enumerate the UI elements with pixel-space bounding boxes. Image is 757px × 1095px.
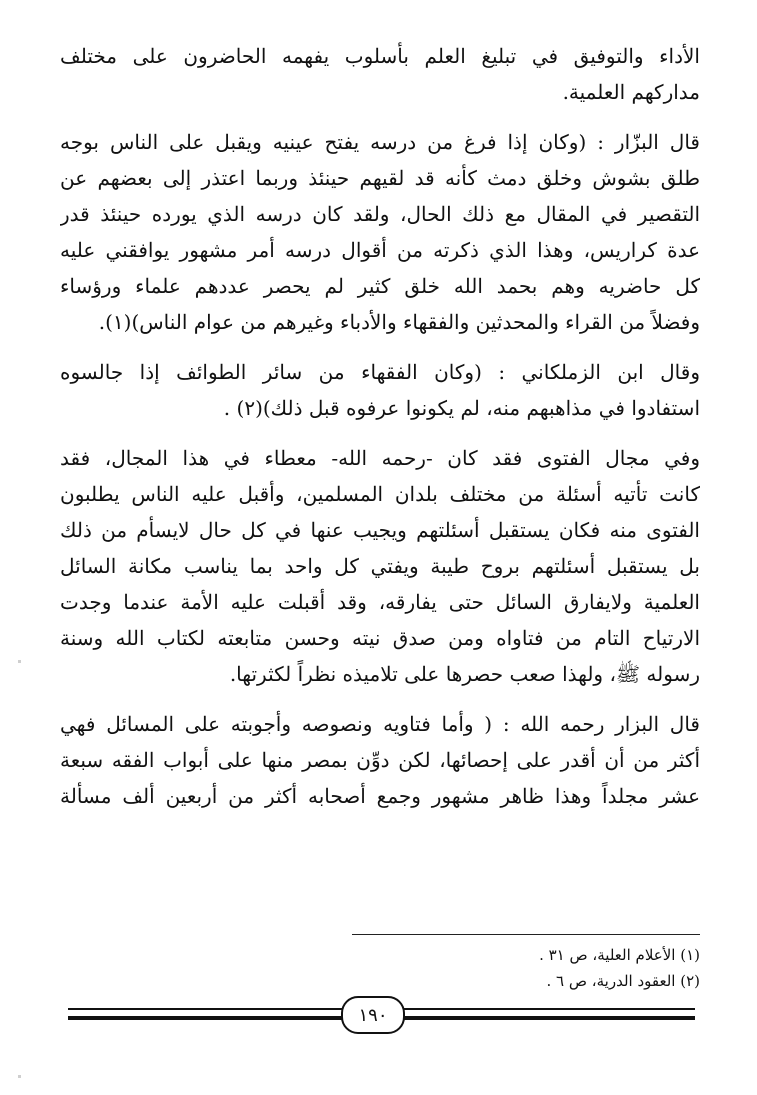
- text-line: وقال ابن الزملكاني : (وكان الفقهاء من سائر الطوائف إذا جالسوه: [60, 360, 700, 384]
- text-line: طلق بشوش وخلق دمث كأنه قد لقيهم حينئذ وربما اعتذر إلى بعضهم عن: [60, 166, 700, 190]
- footnotes: [352, 942, 700, 994]
- footer-rule-right: [400, 1008, 695, 1010]
- text-line: أكثر من أن أقدر على إحصائها، لكن دوِّن بمصر منها على أبواب الفقه سبعة: [60, 748, 700, 772]
- text-line: عدة كراريس، وهذا الذي ذكرته من أقوال درسه أمر مشهور يوافقني عليه: [60, 238, 700, 262]
- text-line: مداركهم العلمية.: [562, 80, 700, 104]
- text-line: الفتوى منه فكان يستقبل أسئلتهم ويجيب عنها في كل حال لايسأم من ذلك: [60, 518, 700, 542]
- page-body: [60, 38, 700, 828]
- page-number: ١٩٠: [358, 1004, 388, 1026]
- text-line: وفضلاً من القراء والمحدثين والفقهاء والأدباء وغيرهم من عوام الناس)(١).: [98, 310, 700, 334]
- paragraph-4: [60, 440, 700, 692]
- footer-rule-left: [68, 1008, 343, 1010]
- text-line: كانت تأتيه أسئلة من مختلف بلدان المسلمين، وأقبل عليه الناس يطلبون: [60, 482, 700, 506]
- paragraph-2: [60, 124, 700, 340]
- footer-rule-left-thick: [68, 1016, 343, 1020]
- text-line: قال البزّار : (وكان إذا فرغ من درسه يفتح عينيه ويقبل على الناس بوجه: [60, 130, 700, 154]
- footnote-2: (٢) العقود الدرية، ص ٦ .: [546, 972, 700, 990]
- margin-mark: [18, 660, 21, 663]
- text-line: التقصير في المقال مع ذلك الحال، ولقد كان درسه الذي يورده حينئذ قدر: [60, 202, 700, 226]
- text-line: بل يستقبل أسئلتهم بروح طيبة ويفتي كل واحد بما يناسب مكانة السائل: [60, 554, 700, 578]
- page-number-badge: [341, 996, 405, 1034]
- text-line: استفادوا في مذاهبهم منه، لم يكونوا عرفوه قبل ذلك)(٢) .: [223, 396, 700, 420]
- text-line: كل حاضريه وهم بحمد الله خلق كثير لم يحصر عددهم علماء ورؤساء: [60, 274, 700, 298]
- text-line: عشر مجلداً وهذا ظاهر مشهور وجمع أصحابه أكثر من أربعين ألف مسألة: [60, 784, 700, 808]
- text-line: العلمية ولايفارق السائل حتى يفارقه، وقد أقبلت عليه الأمة عندما وجدت: [60, 590, 700, 614]
- footnote-1: (١) الأعلام العلية، ص ٣١ .: [539, 946, 700, 964]
- footnote-separator: [352, 934, 700, 935]
- text-line: الأداء والتوفيق في تبليغ العلم بأسلوب يفهمه الحاضرون على مختلف: [60, 44, 700, 68]
- text-line: الارتياح التام من فتاواه ومن صدق نيته وحسن متابعته لكتاب الله وسنة: [60, 626, 700, 650]
- text-line: وفي مجال الفتوى فقد كان -رحمه الله- معطاء في هذا المجال، فقد: [60, 446, 700, 470]
- paragraph-3: [60, 354, 700, 426]
- paragraph-1: [60, 38, 700, 110]
- margin-mark: [18, 1075, 21, 1078]
- text-line: قال البزار رحمه الله : ( وأما فتاويه ونصوصه وأجوبته على المسائل فهي: [60, 712, 700, 736]
- text-line: رسوله ﷺ، ولهذا صعب حصرها على تلاميذه نظراً لكثرتها.: [229, 662, 700, 686]
- footer-rule-right-thick: [400, 1016, 695, 1020]
- paragraph-5: [60, 706, 700, 814]
